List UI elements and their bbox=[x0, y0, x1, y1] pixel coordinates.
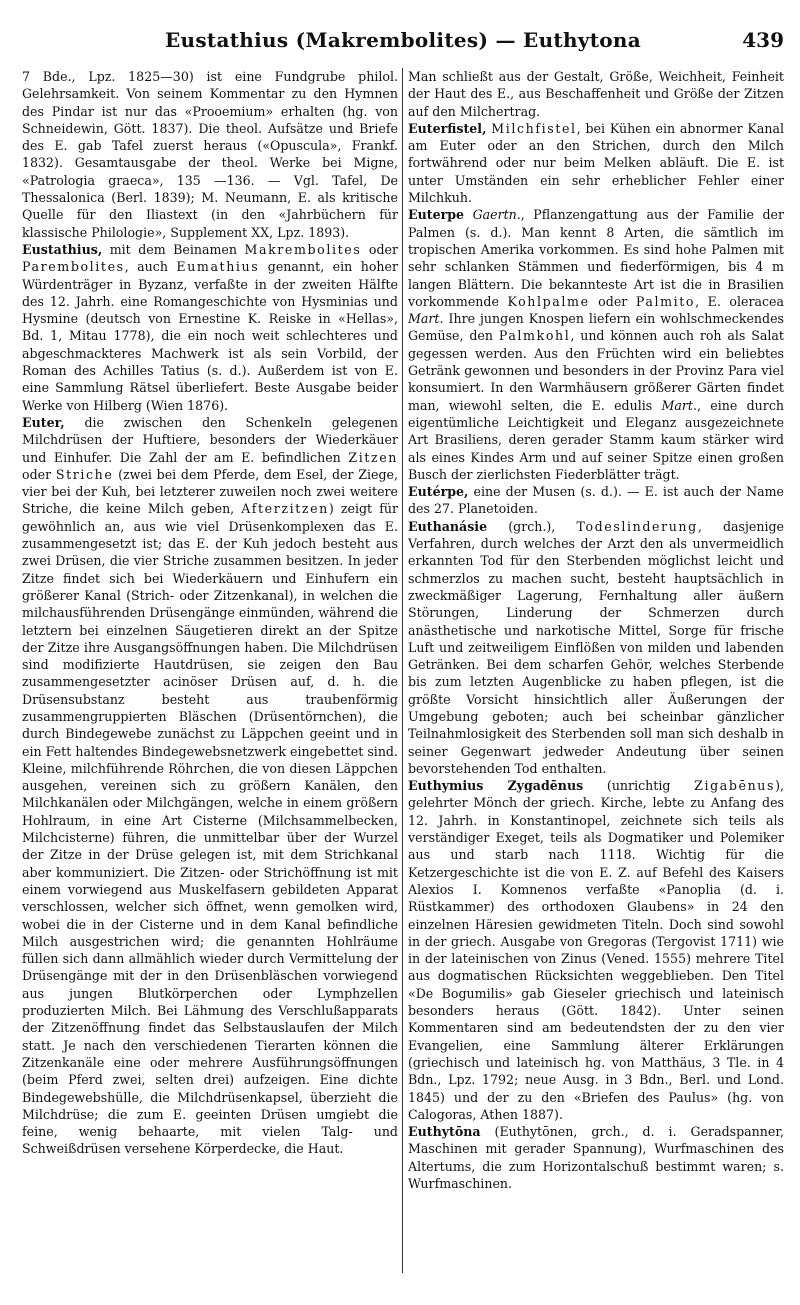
column-divider bbox=[402, 68, 403, 1273]
entry-euthymius-zygadenus: Euthymius Zygadēnus (unrichtig Zigabēnus), gelehrter Mönch der griech. Kirche, lebte zu Anfang des 12. Jahrh. in Konstantinopel, zeichnete sich teils als verständiger Exeget, teils als Dogmatiker und Polemiker aus und starb nach 1118. Wichtig für die Ketzergeschichte ist die von E. Z. auf Befehl des Kaisers Alexios I. Komnenos verfaßte «Panoplia (d. i. Rüstkammer) des orthodoxen Glaubens» in 24 den einzelnen Häresien gewidmeten Titeln. Doch sind sowohl in der griech. Ausgabe von Gregoras (Tergovist 1711) wie in der lateinischen von Zinus (Vened. 1555) mehrere Titel aus dogmatischen Rücksichten weggeblieben. Den Titel «De Bogumilis» gab Gieseler griechisch und lateinisch besonders heraus (Gött. 1842). Unter seinen Kommentaren sind am bedeutendsten der zu den vier Evangelien, eine Sammlung älterer Erklärungen (griechisch und lateinisch hg. von Matthäus, 3 Tle. in 4 Bdn., Lpz. 1792; neue Ausg. in 3 Bdn., Berl. und Lond. 1845) und der zu den «Briefen des Paulus» (hg. von Calogoras, Athen 1887). bbox=[408, 778, 784, 1122]
entry-eustathius-makrembolites: Eustathius, mit dem Beinamen Makrembolites oder Parembolites, auch Eumathius genannt, ein hoher Würdenträger in Byzanz, verfaßte in der zweiten Hälfte des 12. Jahrh. eine Romangeschichte von Hysminias und Hysmine (deutsch von Ernestine K. Reiske in «Hellas», Bd. 1, Mitau 1778), die ein noch weit schlechteres und abgeschmackteres Machwerk ist als sein Vorbild, der Roman des Achilles Tatius (s. d.). Außerdem ist von E. eine Sammlung Rätsel überliefert. Beste Ausgabe beider Werke von Hilberg (Wien 1876). bbox=[22, 241, 398, 413]
entry-headword: Euthymius Zygadēnus bbox=[408, 778, 584, 794]
entry-euterpe-plant: Euterpe Gaertn., Pflanzengattung aus der Familie der Palmen (s. d.). Man kennt 8 Arten, die sämtlich im tropischen Amerika vorkommen. Es sind hohe Palmen mit sehr schlanken Stämmen und fiederförmigen, bis 4 m langen Blättern. Die bekannteste Art ist die in Brasilien vorkommende Kohlpalme oder Palmito, E. oleracea Mart. Ihre jungen Knospen liefern ein wohlschmeckendes Gemüse, den Palmkohl, und können auch roh als Salat gegessen werden. Aus den Früchten wird ein beliebtes Getränk gewonnen und besonders in der Provinz Para viel konsumiert. In den Warmhäusern größerer Gärten findet man, wiewohl selten, die E. edulis Mart., eine durch eigentümliche Leichtigkeit und Eleganz ausgezeichnete Art Brasiliens, deren gerader Stamm kaum stärker wird als eines Kindes Arm und auf seiner Spitze einen großen Busch der zierlichsten Fiederblätter trägt. bbox=[408, 207, 784, 482]
page-number: 439 bbox=[742, 28, 784, 52]
entry-headword: Euter, bbox=[22, 414, 65, 430]
left-column bbox=[22, 68, 398, 1278]
entry-euter: Euter, die zwischen den Schenkeln gelegenen Milchdrüsen der Huftiere, besonders der Wiederkäuer und Einhufer. Die Zahl der am E. befindlichen Zitzen oder Striche (zwei bei dem Pferde, dem Esel, der Ziege, vier bei der Kuh, bei letzterer zuweilen noch zwei weitere Striche, die keine Milch geben, Afterzitzen) zeigt für gewöhnlich an, aus wie viel Drüsenkomplexen das E. zusammengesetzt ist; das E. der Kuh jedoch besteht aus zwei Drüsen, die vier Striche zusammen besitzen. In jeder Zitze findet sich bei Wiederkäuern und Einhufern ein größerer Kanal (Strich- oder Zitzenkanal), in welchen die milchausführenden Drüsengänge einmünden, während die letztern bei einzelnen Säugetieren direkt an der Spitze der Zitze ihre Ausgangsöffnungen haben. Die Milchdrüsen sind modifizierte Hautdrüsen, sie zeigen den Bau zusammengesetzter acinöser Drüsen auf, d. h. die Drüsensubstanz besteht aus traubenförmig zusammengruppierten Bläschen (Drüsentörnchen), die durch Bindegewebe zunächst zu Läppchen geeint und in ein Fett haltendes Bindegewebsnetzwerk eingebettet sind. Kleine, milchführende Röhrchen, die von diesen Läppchen ausgehen, vereinen sich zu größern Kanälen, den Milchkanälen oder Milchgängen, welche in einem größern Hohlraum, in eine Art Cisterne (Milchsammelbecken, Milchcisterne) führen, die unmittelbar über der Wurzel der Zitze in der Drüse gelegen ist, mit dem Strichkanal aber kommuniziert. Die Zitzen- oder Strichöffnung ist mit einem vorwiegend aus Muskelfasern gebildeten Apparat verschlossen, welcher sich öffnet, wenn gemolken wird, wobei die in der Cisterne und in dem Kanal befindliche Milch ausgestrichen wird; die genannten Hohlräume füllen sich dann allmählich wieder durch Vermittelung der Drüsengänge mit der in den Drüsenbläschen vorwiegend aus jungen Blutkörperchen oder Lymphzellen produzierten Milch. Bei Lähmung des Verschlußapparats der Zitzenöffnung findet das Selbstauslaufen der Milch statt. Je nach den verschiedenen Tierarten können die Zitzenkanäle eine oder mehrere Ausführungsöffnungen (beim Pferd zwei, selten drei) aufzeigen. Eine dichte Bindegewebshülle, die Milchdrüsenkapsel, überzieht die Milchdrüse; die zum E. geeinten Drüsen umgiebt die feine, wenig behaarte, mit vielen Talg- und Schweißdrüsen versehene Körperdecke, die Haut. bbox=[22, 414, 398, 1157]
entry-headword: Eustathius, bbox=[22, 241, 103, 257]
text-columns bbox=[22, 68, 784, 1278]
entry-euterpe-muse: Eutérpe, eine der Musen (s. d.). — E. ist auch der Name des 27. Planetoiden. bbox=[408, 484, 784, 517]
entry-euterfistel: Euterfistel, Milchfistel, bei Kühen ein abnormer Kanal am Euter oder an den Strichen, durch den Milch fortwährend oder nur beim Melken abläuft. Die E. ist unter Umständen ein sehr erheblicher Fehler einer Milchkuh. bbox=[408, 120, 784, 206]
entry-headword: Euterpe bbox=[408, 207, 465, 223]
running-head: Eustathius (Makrembolites) — Euthytona bbox=[164, 28, 642, 52]
entry-euthanasie: Euthanásie (grch.), Todeslinderung, dasjenige Verfahren, durch welches der Arzt den als unvermeidlich erkannten Tod für den Sterbenden möglichst leicht und schmerzlos zu machen sucht, besteht hauptsächlich in zweckmäßiger Lagerung, Fernhaltung aller äußern Störungen, Linderung der Schmerzen durch anästhetische und narkotische Mittel, Sorge für frische Luft und zeitweiligem Einflößen von milden und labenden Getränken. Bei dem scharfen Gehör, welches Sterbende bis zum letzten Augenblicke zu haben pflegen, ist die größte Vorsicht hinsichtlich aller Äußerungen der Umgebung geboten; auch bei scheinbar gänzlicher Teilnahmlosigkeit des Sterbenden soll man sich deshalb in seiner Gegenwart jedweder Andeutung über seinen bevorstehenden Tod enthalten. bbox=[408, 518, 784, 776]
entry-euthytona: Euthytōna (Euthytōnen, grch., d. i. Geradspanner, Maschinen mit gerader Spannung), Wurfmaschinen des Altertums, die zum Horizontalschuß bestimmt waren; s. Wurfmaschinen. bbox=[408, 1124, 784, 1191]
entry-headword: Euterfistel, bbox=[408, 120, 487, 136]
entry-continuation: 7 Bde., Lpz. 1825—30) ist eine Fundgrube philol. Gelehrsamkeit. Von seinem Kommentar zu den Hymnen des Pindar ist nur das «Prooemium» erhalten (hg. von Schneidewin, Gött. 1837). Die theol. Aufsätze und Briefe des E. gab Tafel zuerst heraus («Opuscula», Frankf. 1832). Gesamtausgabe der theol. Werke bei Migne, «Patrologia graeca», 135 —136. — Vgl. Tafel, De Thessalonica (Berl. 1839); M. Neumann, E. als kritische Quelle für den Iliastext (in den «Jahrbüchern für klassische Philologie», Supplement XX, Lpz. 1893). bbox=[22, 69, 398, 240]
entry-continuation: Man schließt aus der Gestalt, Größe, Weichheit, Feinheit der Haut des E., aus Beschaffenheit und Größe der Zitzen auf den Milchertrag. bbox=[408, 69, 784, 119]
entry-headword: Eutérpe, bbox=[408, 484, 469, 500]
page-header bbox=[22, 28, 784, 58]
entry-headword: Euthanásie bbox=[408, 518, 488, 534]
dictionary-page bbox=[22, 28, 784, 1288]
right-column bbox=[408, 68, 784, 1278]
entry-headword: Euthytōna bbox=[408, 1124, 481, 1140]
